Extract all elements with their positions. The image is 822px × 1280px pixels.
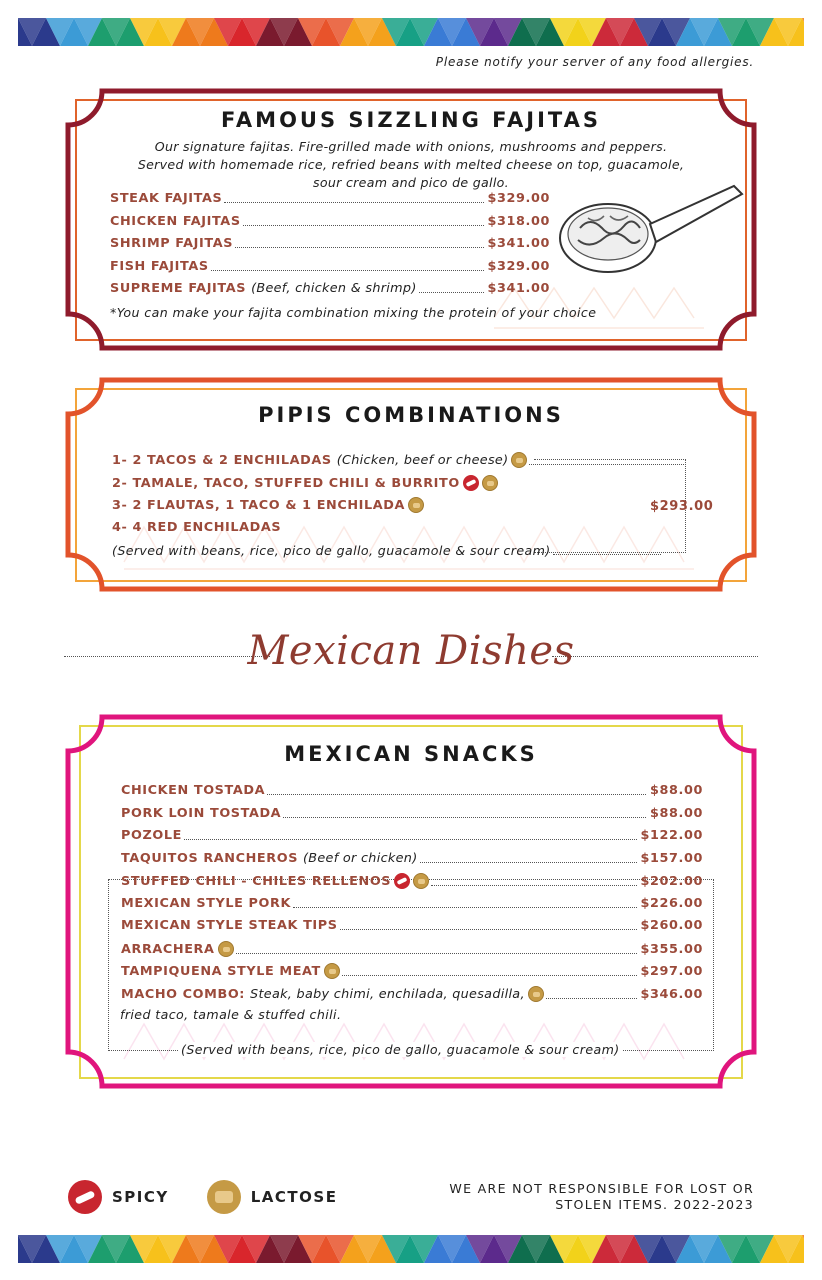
menu-item [121, 873, 703, 889]
leader-dots [293, 907, 637, 908]
fajitas-title: FAMOUS SIZZLING FAJITAS [220, 108, 602, 132]
macho-combo-continued: fried taco, tamale & stuffed chili. [120, 1007, 342, 1022]
menu-item [110, 214, 550, 229]
skillet-illustration [558, 178, 748, 288]
item-price: $346.00 [640, 986, 703, 1002]
menu-item [112, 452, 686, 468]
combinations-card [64, 377, 758, 593]
fajitas-desc-line-1: Our signature fajitas. Fire-grilled made with onions, mushrooms and peppers. [154, 139, 668, 154]
combinations-served [112, 543, 661, 558]
item-name: FISH FAJITAS [110, 258, 209, 274]
leader-dots [211, 270, 484, 271]
served-leader [553, 554, 661, 555]
menu-item [121, 986, 703, 1002]
lactose-icon [207, 1180, 241, 1214]
lactose-icon [413, 873, 429, 889]
spicy-icon [394, 873, 410, 889]
spicy-icon [68, 1180, 102, 1214]
menu-item [112, 520, 532, 535]
item-price: $260.00 [640, 918, 703, 933]
menu-item [121, 851, 703, 866]
menu-item [110, 191, 550, 206]
fajitas-desc-line-2: Served with homemade rice, refried beans with melted cheese on top, guacamole, [137, 157, 685, 172]
fajitas-footnote: *You can make your fajita combination mixing the protein of your choice [110, 305, 597, 320]
menu-item [121, 806, 703, 821]
lactose-icon [482, 475, 498, 491]
item-name: 2- TAMALE, TACO, STUFFED CHILI & BURRITO [112, 475, 460, 491]
snacks-card [64, 714, 758, 1090]
item-name: CHICKEN TOSTADA [121, 783, 266, 798]
combinations-title: PIPIS COMBINATIONS [258, 403, 564, 427]
combinations-price: $293.00 [650, 499, 714, 514]
item-price: $341.00 [487, 236, 550, 251]
legal-line-2: STOLEN ITEMS. 2022-2023 [555, 1197, 754, 1212]
menu-item [110, 281, 550, 296]
legend-lactose-label: LACTOSE [250, 1188, 338, 1206]
leader-dots [340, 929, 637, 930]
item-name: MEXICAN STYLE PORK [121, 895, 291, 911]
menu-item [110, 236, 550, 251]
leader-dots [342, 975, 637, 976]
menu-item [112, 497, 532, 513]
leader-dots [419, 292, 484, 293]
lactose-icon [324, 963, 340, 979]
item-name: SUPREME FAJITAS [110, 281, 247, 296]
leader-dots [267, 794, 646, 795]
item-name: 4- 4 RED ENCHILADAS [112, 519, 282, 535]
leader-dots [236, 953, 637, 954]
fajitas-card [64, 88, 758, 352]
snacks-title: MEXICAN SNACKS [284, 742, 538, 766]
menu-item [121, 896, 703, 911]
item-price: $341.00 [487, 281, 550, 296]
item-name: TAMPIQUENA STYLE MEAT [121, 964, 321, 979]
decorative-bottom-band [18, 1235, 804, 1263]
legal-line-1: WE ARE NOT RESPONSIBLE FOR LOST OR [449, 1181, 754, 1196]
menu-item [121, 828, 703, 843]
lactose-icon [528, 986, 544, 1002]
item-name: STEAK FAJITAS [110, 191, 223, 206]
item-name: STUFFED CHILI - CHILES RELLENOS [121, 874, 392, 889]
item-price: $157.00 [640, 850, 703, 866]
item-name: CHICKEN FAJITAS [110, 213, 241, 229]
item-name: TAQUITOS RANCHEROS [121, 850, 299, 866]
item-price: $88.00 [650, 805, 703, 821]
allergy-notice: Please notify your server of any food allergies. [435, 55, 754, 69]
leader-dots [184, 839, 637, 840]
item-price: $122.00 [640, 828, 703, 843]
item-name: PORK LOIN TOSTADA [121, 805, 282, 821]
icon-legend [68, 1180, 337, 1214]
snacks-served: (Served with beans, rice, pico de gallo, guacamole & sour cream) [181, 1042, 620, 1057]
leader-dots [420, 862, 637, 863]
section-heading: Mexican Dishes [247, 628, 575, 674]
decorative-top-band [18, 18, 804, 46]
menu-item [121, 783, 703, 798]
item-name: SHRIMP FAJITAS [110, 236, 234, 251]
lactose-icon [218, 941, 234, 957]
item-price: $355.00 [640, 941, 703, 957]
menu-item [121, 918, 703, 933]
item-price: $88.00 [650, 783, 703, 798]
item-note: Steak, baby chimi, enchilada, quesadilla, [250, 986, 525, 1002]
menu-item [121, 941, 703, 957]
leader-dots [431, 885, 636, 886]
section-divider [64, 628, 758, 684]
menu-item [121, 963, 703, 979]
item-note: (Beef, chicken & shrimp) [251, 281, 417, 296]
item-price: $202.00 [640, 874, 703, 889]
item-price: $329.00 [487, 258, 550, 274]
fajitas-desc-line-3: sour cream and pico de gallo. [313, 175, 509, 190]
menu-item [112, 475, 532, 491]
leader-dots [243, 225, 484, 226]
item-note: (Chicken, beef or cheese) [336, 453, 509, 468]
item-name: MACHO COMBO: [121, 986, 246, 1002]
item-price: $329.00 [487, 191, 550, 206]
spicy-icon [463, 475, 479, 491]
legend-spicy-label: SPICY [112, 1188, 169, 1206]
item-price: $226.00 [640, 895, 703, 911]
lactose-icon [511, 452, 527, 468]
leader-dots [546, 998, 637, 999]
lactose-icon [408, 497, 424, 513]
leader-dots [224, 202, 483, 203]
item-price: $297.00 [640, 964, 703, 979]
item-name: MEXICAN STYLE STEAK TIPS [121, 918, 338, 933]
leader-dots [235, 247, 483, 248]
combinations-served-text: (Served with beans, rice, pico de gallo, guacamole & sour cream) [112, 543, 551, 558]
item-name: POZOLE [121, 828, 182, 843]
item-price: $318.00 [487, 213, 550, 229]
item-name: ARRACHERA [121, 941, 215, 957]
item-note: (Beef or chicken) [303, 850, 418, 866]
leader-dots [283, 817, 646, 818]
leader-dots [529, 464, 686, 465]
menu-item [110, 259, 550, 274]
item-name: 1- 2 TACOS & 2 ENCHILADAS [112, 453, 332, 468]
item-name: 3- 2 FLAUTAS, 1 TACO & 1 ENCHILADA [112, 498, 405, 513]
legal-notice [449, 1181, 754, 1213]
